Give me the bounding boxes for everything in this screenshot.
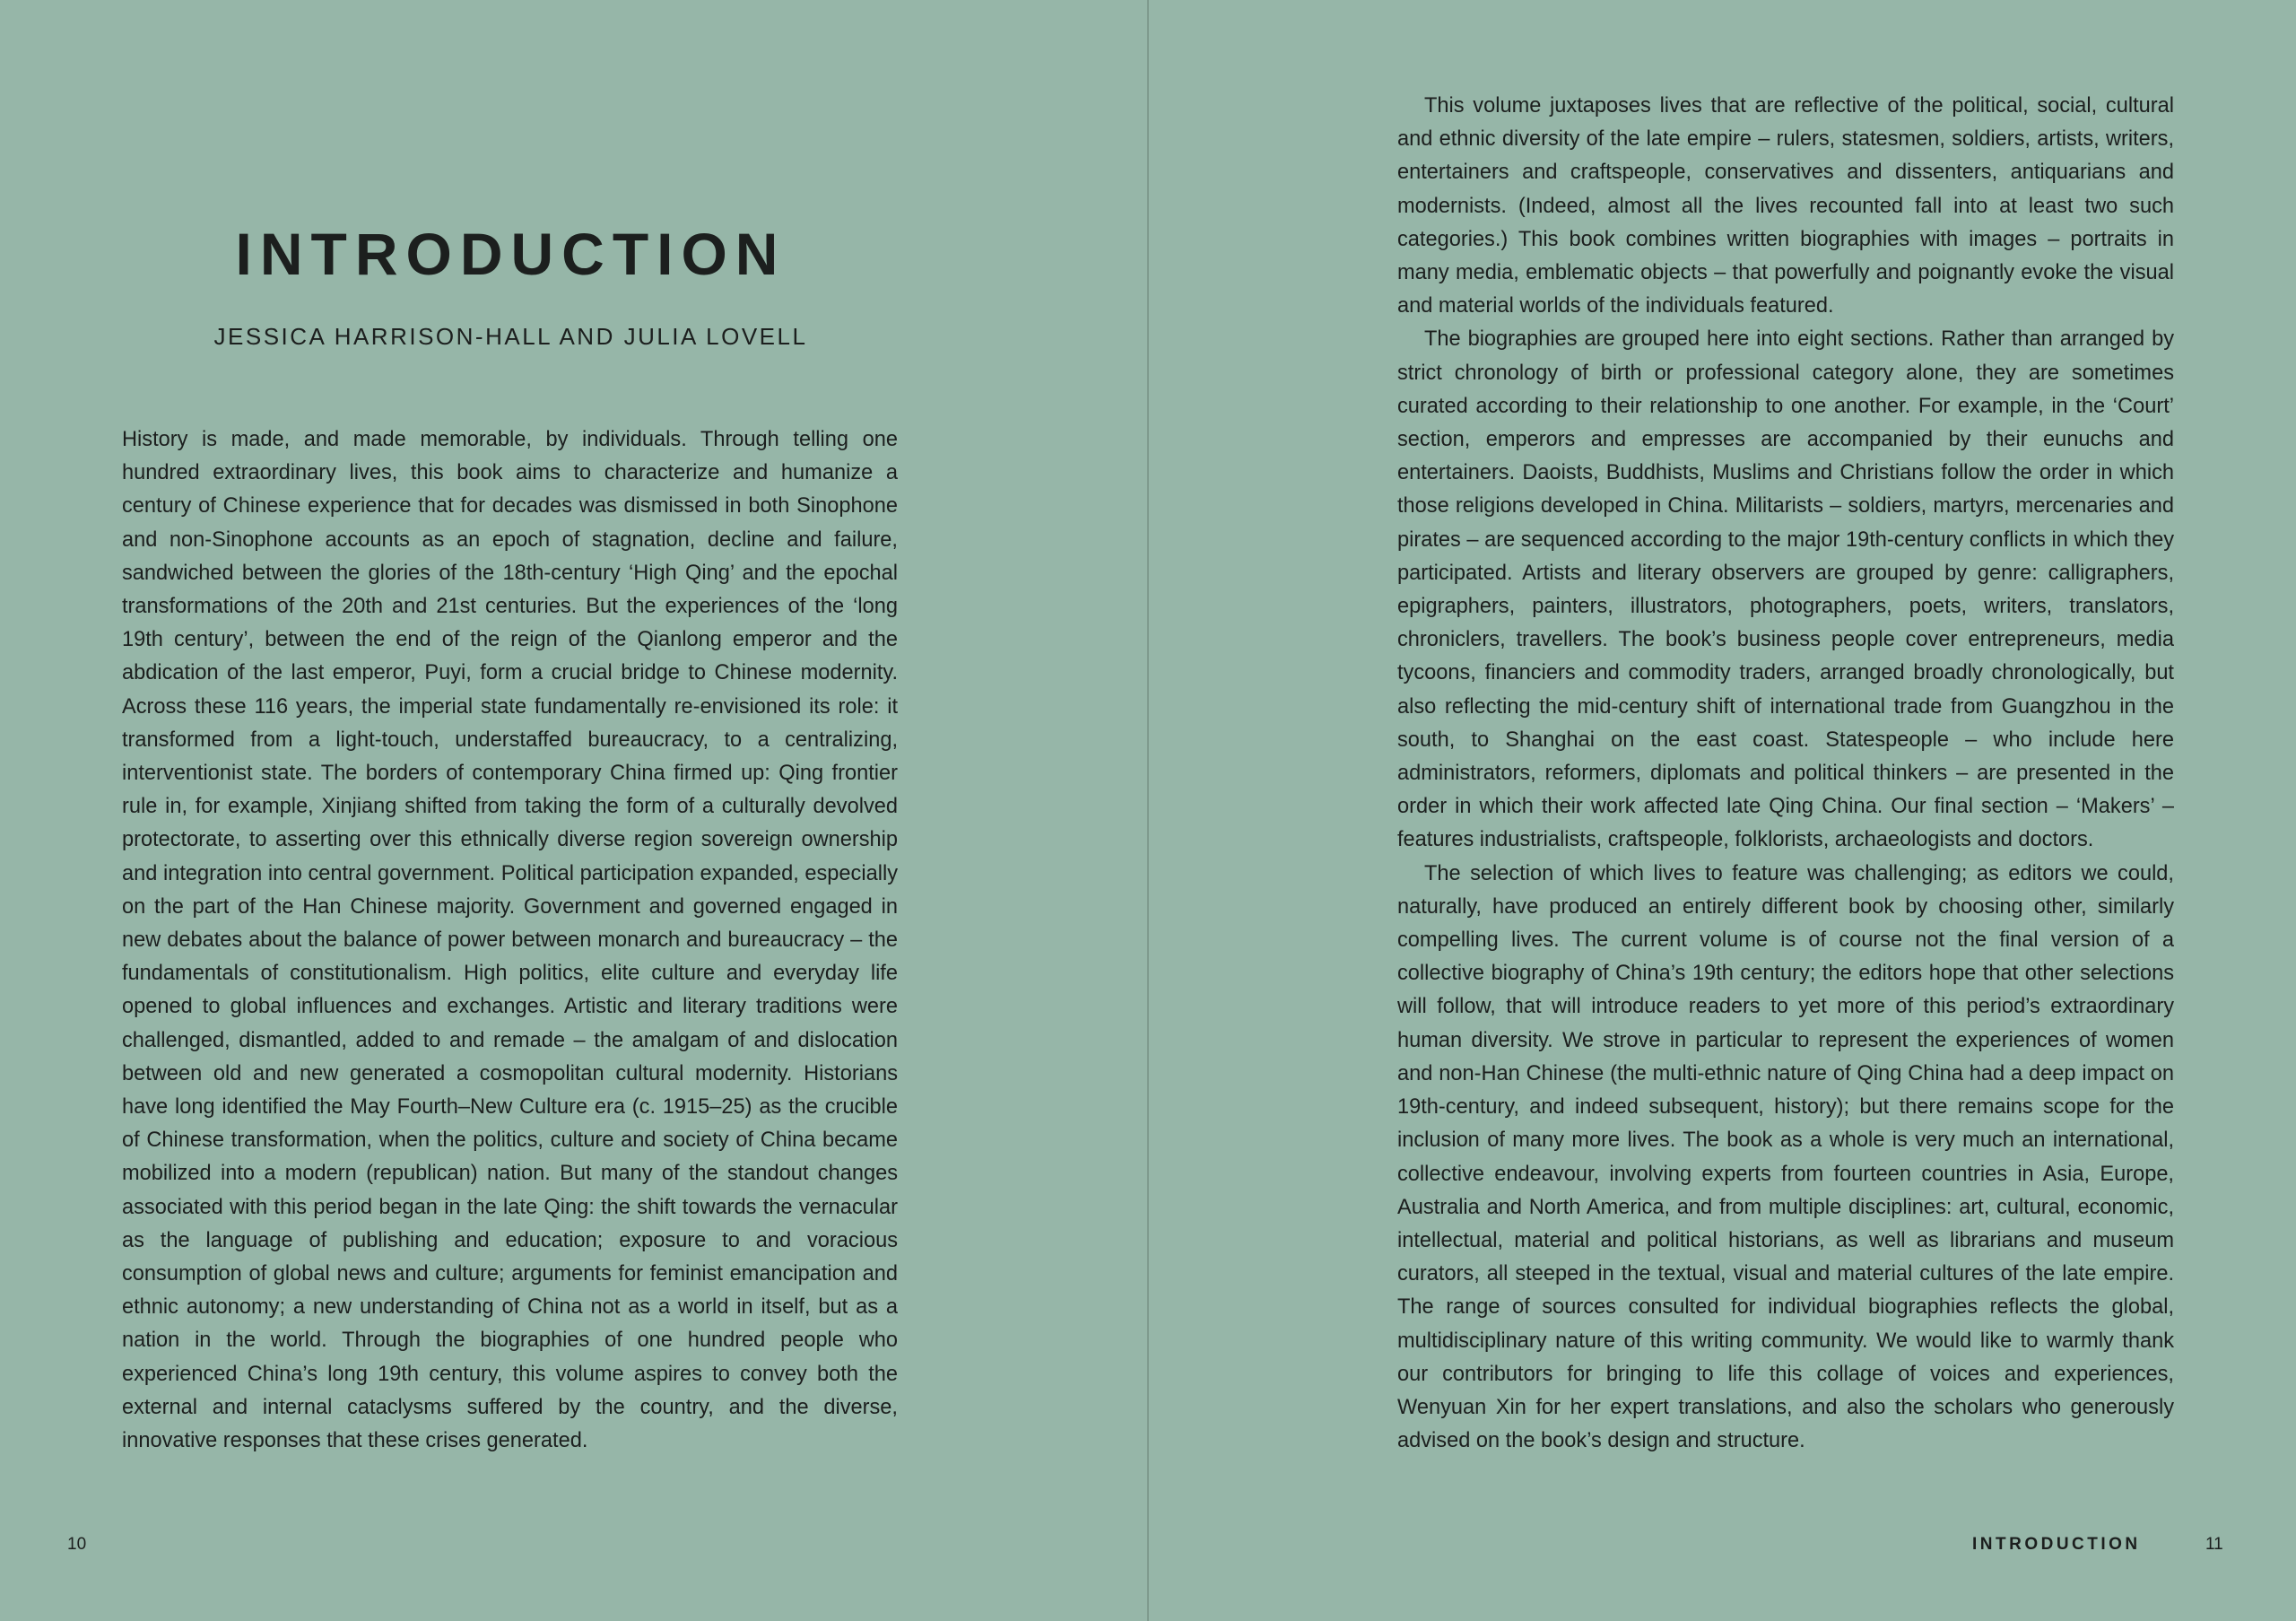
right-page xyxy=(1149,0,2296,1621)
body-paragraph: This volume juxtaposes lives that are reflective of the political, social, cultural and ethnic diversity of the late empire – rulers, statesmen, soldiers, artists, writers, entertainers and craftspeople, conservatives and dissenters, antiquarians and modernists. (Indeed, almost all the lives recounted fall into at least two such categories.) This book combines written biographies with images – portraits in many media, emblematic objects – that powerfully and poignantly evoke the visual and material worlds of the individuals featured. xyxy=(1397,94,2174,318)
page-number-right: 11 xyxy=(2205,1535,2223,1554)
running-head: INTRODUCTION xyxy=(1972,1535,2141,1554)
chapter-authors: JESSICA HARRISON-HALL AND JULIA LOVELL xyxy=(213,323,808,350)
body-paragraph: The biographies are grouped here into eight sections. Rather than arranged by strict chronology of birth or professional category alone, they are sometimes curated according to their relationship to one another. For example, in the ‘Court’ section, emperors and empresses are accompanied by their eunuchs and entertainers. Daoists, Buddhists, Muslims and Christians follow the order in which those religions developed in China. Militarists – soldiers, martyrs, mercenaries and pirates – are sequenced according to the major 19th-century conflicts in which they participated. Artists and literary observers are grouped by genre: calligraphers, epigraphers, painters, illustrators, photographers, poets, writers, translators, chroniclers, travellers. The book’s business people cover entrepreneurs, media tycoons, financiers and commodity traders, arranged broadly chronologically, but also reflecting the mid-century shift of international trade from Guangzhou in the south, to Shanghai on the east coast. Statespeople – who include here administrators, reformers, diplomats and political thinkers – are presented in the order in which their work affected late Qing China. Our final section – ‘Makers’ – features industrialists, craftspeople, folklorists, archaeologists and doctors. xyxy=(1397,327,2174,852)
body-paragraph: The selection of which lives to feature was challenging; as editors we could, naturally, have produced an entirely different book by choosing other, similarly compelling lives. The current volume is of course not the final version of a collective biography of China’s 19th century; the editors hope that other selections will follow, that will introduce readers to yet more of this period’s extraordinary human diversity. We strove in particular to represent the experiences of women and non-Han Chinese (the multi-ethnic nature of Qing China had a deep impact on 19th-century, and indeed subsequent, history); but there remains scope for the inclusion of many more lives. The book as a whole is very much an international, collective endeavour, involving experts from fourteen countries in Asia, Europe, Australia and North America, and from multiple disciplines: art, cultural, economic, intellectual, material and political historians, as well as librarians and museum curators, all steeped in the textual, visual and material cultures of the late empire. The range of sources consulted for individual biographies reflects the global, multidisciplinary nature of this writing community. We would like to warmly thank our contributors for bringing to life this collage of voices and experiences, Wenyuan Xin for her expert translations, and also the scholars who generously advised on the book’s design and structure. xyxy=(1397,861,2174,1453)
right-body-text xyxy=(1397,90,2174,1458)
body-paragraph: History is made, and made memorable, by individuals. Through telling one hundred extraordinary lives, this book aims to characterize and humanize a century of Chinese experience that for decades was dismissed in both Sinophone and non-Sinophone accounts as an epoch of stagnation, decline and failure, sandwiched between the glories of the 18th-century ‘High Qing’ and the epochal transformations of the 20th and 21st centuries. But the experiences of the ‘long 19th century’, between the end of the reign of the Qianlong emperor and the abdication of the last emperor, Puyi, form a crucial bridge to Chinese modernity. Across these 116 years, the imperial state fundamentally re-envisioned its role: it transformed from a light-touch, understaffed bureaucracy, to a centralizing, interventionist state. The borders of contemporary China firmed up: Qing frontier rule in, for example, Xinjiang shifted from taking the form of a culturally devolved protectorate, to asserting over this ethnically diverse region sovereign ownership and integration into central government. Political participation expanded, especially on the part of the Han Chinese majority. Government and governed engaged in new debates about the balance of power between monarch and bureaucracy – the fundamentals of constitutionalism. High politics, elite culture and everyday life opened to global influences and exchanges. Artistic and literary traditions were challenged, dismantled, added to and remade – the amalgam of and dislocation between old and new generated a cosmopolitan cultural modernity. Historians have long identified the May Fourth–New Culture era (c. 1915–25) as the crucible of Chinese transformation, when the politics, culture and society of China became mobilized into a modern (republican) nation. But many of the standout changes associated with this period began in the late Qing: the shift towards the vernacular as the language of publishing and education; exposure to and voracious consumption of global news and culture; arguments for feminist emancipation and ethnic autonomy; a new understanding of China not as a world in itself, but as a nation in the world. Through the biographies of one hundred people who experienced China’s long 19th century, this volume aspires to convey both the external and internal cataclysms suffered by the country, and the diverse, innovative responses that these crises generated. xyxy=(122,428,898,1453)
left-page xyxy=(0,0,1147,1621)
page-number-left: 10 xyxy=(67,1535,87,1554)
chapter-title: INTRODUCTION xyxy=(235,221,787,287)
left-body-text xyxy=(122,423,898,1458)
